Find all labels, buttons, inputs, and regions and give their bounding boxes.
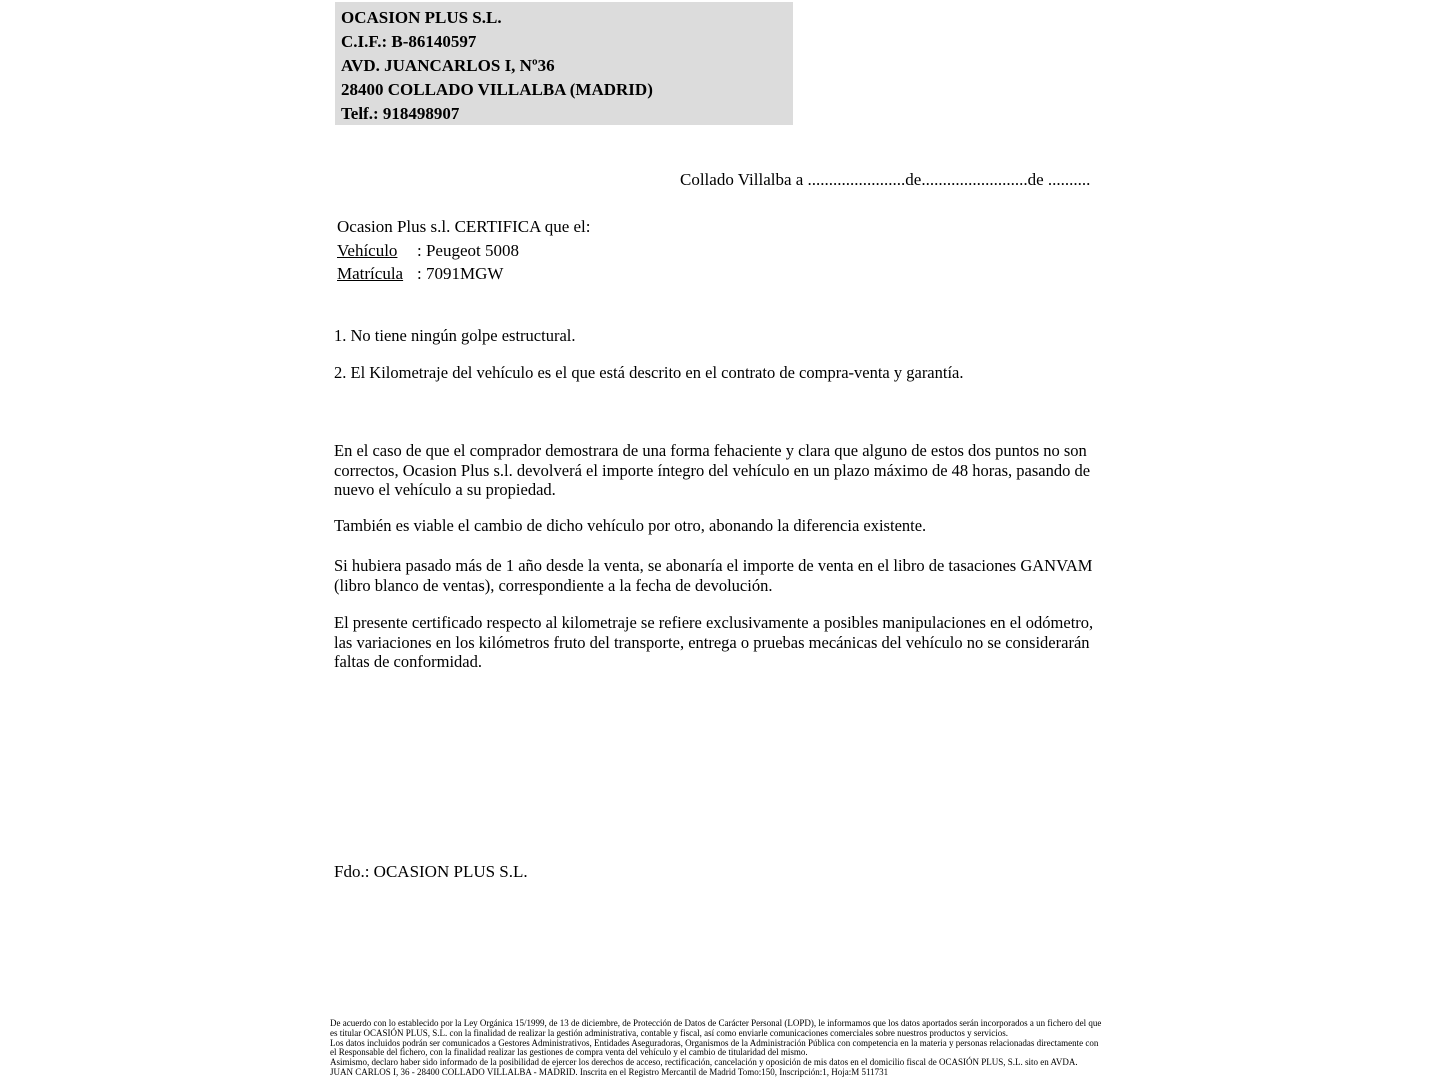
company-address: AVD. JUANCARLOS I, Nº36 [341, 56, 555, 75]
company-cif: C.I.F.: B-86140597 [341, 32, 477, 51]
date-line: Collado Villalba a .......................de.........................de .......... [680, 170, 1091, 189]
plate-value: : 7091MGW [417, 264, 504, 283]
paragraph-ganvam-valuation: Si hubiera pasado más de 1 año desde la venta, se abonaría el importe de venta en el libro de tasaciones GANVAM (libro blanco de ventas), correspondiente a la fecha de devolución. [334, 556, 1093, 595]
paragraph-vehicle-exchange: También es viable el cambio de dicho vehículo por otro, abonando la diferencia existente. [334, 516, 927, 535]
signature-line: Fdo.: OCASION PLUS S.L. [334, 862, 528, 881]
footer-paragraph-data-sharing: Los datos incluidos podrán ser comunicados a Gestores Administrativos, Entidades Aseguradoras, Organismos de la Administración Pública con competencia en la materia y personas relacionadas directamente con el Responsable del fichero, con la finalidad realizar las gestiones de compra venta del vehículo y el cambio de titularidad del mismo. [330, 1037, 1099, 1058]
vehicle-value: : Peugeot 5008 [417, 240, 519, 260]
plate-label-wrap [337, 262, 417, 286]
plate-label: Matrícula [337, 264, 404, 283]
footer-paragraph-lopd: De acuerdo con lo establecido por la Ley Orgánica 15/1999, de 13 de diciembre, de Protección de Datos de Carácter Personal (LOPD), le informamos que los datos aportados serán incorporados a un fichero del que es titular OCASIÓN PLUS, S.L. con la finalidad de realizar la gestión administrativa, contable y fiscal, así como enviarle comunicaciones comerciales sobre nuestros productos y servicios. [330, 1018, 1102, 1038]
point-mileage: 2. El Kilometraje del vehículo es el que está descrito en el contrato de compra-venta y garantía. [334, 363, 964, 382]
point-structural-damage: 1. No tiene ningún golpe estructural. [334, 326, 576, 345]
vehicle-label: Vehículo [337, 240, 398, 260]
company-header-block [335, 2, 793, 125]
certify-intro: Ocasion Plus s.l. CERTIFICA que el: [337, 217, 591, 236]
vehicle-row [337, 239, 591, 263]
company-city: 28400 COLLADO VILLALBA (MADRID) [341, 80, 653, 99]
certification-block [337, 215, 591, 286]
vehicle-label-wrap [337, 239, 417, 263]
plate-row [337, 262, 591, 286]
footer-paragraph-rights: Asimismo, declaro haber sido informado de la posibilidad de ejercer los derechos de acceso, rectificación, cancelación y oposición de mis datos en el domicilio fiscal de OCASIÓN PLUS, S.L. sito en AVDA. JUAN CARLOS I, 36 - 28400 COLLADO VILLALBA - MADRID. Inscrita en el Registro Mercantil de Madrid Tomo:150, Inscripción:1, Hoja:M 511731 [330, 1057, 1078, 1077]
legal-footer [330, 1019, 1102, 1078]
company-phone: Telf.: 918498907 [341, 104, 460, 123]
paragraph-refund-guarantee: En el caso de que el comprador demostrara de una forma fehaciente y clara que alguno de estos dos puntos no son correctos, Ocasion Plus s.l. devolverá el importe íntegro del vehículo en un plazo máximo de 48 horas, pasando de nuevo el vehículo a su propiedad. [334, 441, 1091, 500]
company-name: OCASION PLUS S.L. [341, 8, 502, 27]
paragraph-odometer-disclaimer: El presente certificado respecto al kilometraje se refiere exclusivamente a posibles manipulaciones en el odómetro, las variaciones en los kilómetros fruto del transporte, entrega o pruebas mecánicas del vehículo no se considerarán faltas de conformidad. [334, 613, 1094, 672]
